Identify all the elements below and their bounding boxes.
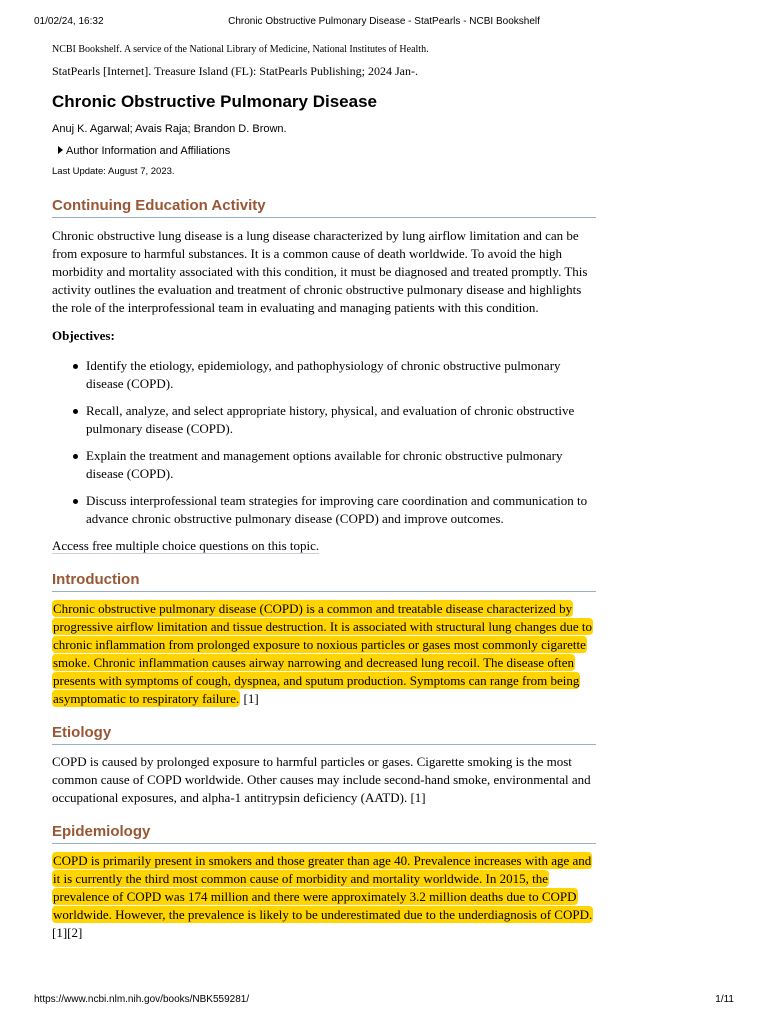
objective-item xyxy=(52,357,596,393)
bullet-icon xyxy=(73,454,78,459)
objectives-label: Objectives: xyxy=(52,328,115,343)
article-title: Chronic Obstructive Pulmonary Disease xyxy=(52,92,377,111)
objective-text: Recall, analyze, and select appropriate history, physical, and evaluation of chronic obstructive pulmonary disease (COPD). xyxy=(86,403,575,436)
objective-item xyxy=(52,447,596,483)
expand-triangle-icon xyxy=(58,146,63,154)
objective-text: Explain the treatment and management options available for chronic obstructive pulmonary disease (COPD). xyxy=(86,448,563,481)
etiology-body xyxy=(52,753,596,807)
objective-text: Discuss interprofessional team strategies for improving care coordination and communication to advance chronic obstructive pulmonary disease (COPD) and improve outcomes. xyxy=(86,493,588,526)
affiliations-toggle[interactable] xyxy=(52,144,596,158)
print-footer xyxy=(0,994,768,1008)
objective-item xyxy=(52,402,596,438)
ncbi-notice: NCBI Bookshelf. A service of the National Library of Medicine, National Institutes of Health. xyxy=(52,44,429,55)
print-page-title: Chronic Obstructive Pulmonary Disease - StatPearls - NCBI Bookshelf xyxy=(228,16,540,27)
highlighted-text: COPD is primarily present in smokers and those greater than age 40. Prevalence increases with age and it is currently the third most common cause of morbidity and mortality worldwide. In 2015, the prevalence of COPD was 174 million and there were approximately 3.2 million deaths due to COPD worldwide. However, the prevalence is likely to be underestimated due to the underdiagnosis of COPD. xyxy=(53,853,593,922)
bullet-icon xyxy=(73,409,78,414)
etiology-text: COPD is caused by prolonged exposure to harmful particles or gases. Cigarette smoking is the most common cause of COPD worldwide. Other causes may include second-hand smoke, environmental and occupational exposures, and alpha-1 antitrypsin deficiency (AATD). xyxy=(52,754,591,805)
print-datetime: 01/02/24, 16:32 xyxy=(34,16,104,27)
reference-links[interactable]: [1][2] xyxy=(52,925,83,940)
reference-link[interactable]: [1] xyxy=(243,691,259,706)
objective-text: Identify the etiology, epidemiology, and pathophysiology of chronic obstructive pulmonary disease (COPD). xyxy=(86,358,561,391)
section-heading-introduction: Introduction xyxy=(52,570,596,592)
objectives-list xyxy=(52,357,596,528)
introduction-body xyxy=(52,600,596,708)
author-list: Anuj K. Agarwal; Avais Raja; Brandon D. Brown. xyxy=(52,123,287,135)
affiliations-toggle-label: Author Information and Affiliations xyxy=(66,145,231,157)
section-heading-epidemiology: Epidemiology xyxy=(52,822,596,844)
citation: StatPearls [Internet]. Treasure Island (FL): StatPearls Publishing; 2024 Jan-. xyxy=(52,64,418,78)
print-header xyxy=(0,16,768,30)
mcq-link[interactable]: Access free multiple choice questions on this topic. xyxy=(52,538,320,553)
last-update: Last Update: August 7, 2023. xyxy=(52,166,175,177)
print-page-number: 1/11 xyxy=(715,994,734,1005)
highlighted-text: Chronic obstructive pulmonary disease (COPD) is a common and treatable disease characterized by progressive airflow limitation and tissue destruction. It is associated with structural lung changes due to chronic inflammation from prolonged exposure to noxious particles or gases most commonly cigarette smoke. Chronic inflammation causes airway narrowing and decreased lung recoil. The disease often presents with symptoms of cough, dyspnea, and sputum production. Symptoms can range from being asymptomatic to respiratory failure. xyxy=(53,601,593,706)
section-heading-continuing-education: Continuing Education Activity xyxy=(52,196,596,218)
objective-item xyxy=(52,492,596,528)
epidemiology-body xyxy=(52,852,596,942)
section-heading-etiology: Etiology xyxy=(52,723,596,745)
bullet-icon xyxy=(73,499,78,504)
bullet-icon xyxy=(73,364,78,369)
print-url: https://www.ncbi.nlm.nih.gov/books/NBK559281/ xyxy=(34,994,250,1005)
continuing-education-body: Chronic obstructive lung disease is a lung disease characterized by lung airflow limitation and can be from exposure to harmful substances. It is a common cause of death worldwide. To avoid the high morbidity and mortality associated with this condition, it must be diagnosed and treated promptly. This activity outlines the evaluation and treatment of chronic obstructive pulmonary disease and highlights the role of the interprofessional team in evaluating and managing patients with this condition. xyxy=(52,228,588,315)
article-content xyxy=(52,40,596,942)
reference-link[interactable]: [1] xyxy=(410,790,426,805)
